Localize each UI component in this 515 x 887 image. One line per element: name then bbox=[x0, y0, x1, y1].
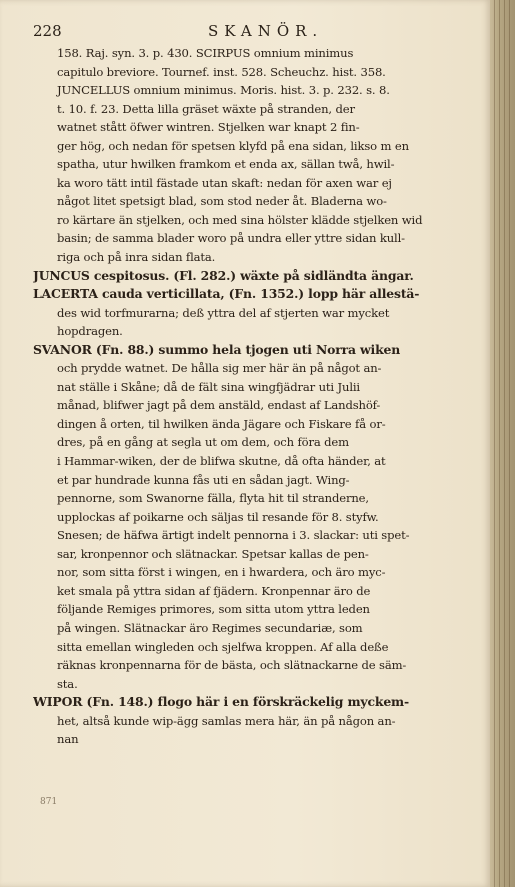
entry-heading-line: JUNCUS cespitosus. (Fl. 282.) wäxte på sidländta ängar. bbox=[33, 267, 414, 283]
page-edge bbox=[490, 0, 515, 887]
text-line: des wid torfmurarna; deß yttra del af stjerten war mycket bbox=[57, 305, 390, 320]
text-line: ket smala på yttra sidan af fjädern. Kronpennar äro de bbox=[57, 583, 371, 598]
running-head: SKANÖR. bbox=[208, 22, 324, 40]
text-line: capitulo breviore. Tournef. inst. 528. Scheuchz. hist. 358. bbox=[57, 64, 386, 79]
text-line: nor, som sitta först i wingen, en i hwardera, och äro myc- bbox=[57, 565, 386, 580]
entry-heading-line: LACERTA cauda verticillata, (Fn. 1352.) lopp här allestä- bbox=[33, 286, 420, 302]
text-line: riga och på inra sidan flata. bbox=[57, 250, 216, 265]
text-line: 158. Raj. syn. 3. p. 430. SCIRPUS omnium minimus bbox=[57, 46, 354, 60]
body-text bbox=[33, 44, 485, 749]
text-line: t. 10. f. 23. Detta lilla gräset wäxte på stranden, der bbox=[57, 101, 355, 116]
text-line: räknas kronpennarna för de bästa, och slätnackarne de säm- bbox=[57, 658, 407, 673]
footer-mark: 871 bbox=[40, 797, 58, 807]
text-line: dres, på en gång at segla ut om dem, och föra dem bbox=[57, 435, 349, 450]
page-header bbox=[33, 22, 485, 46]
entry-heading-line: SVANOR (Fn. 88.) summo hela tjogen uti Norra wiken bbox=[33, 341, 401, 357]
text-line: et par hundrade kunna fås uti en sådan jagt. Wing- bbox=[57, 472, 350, 487]
text-line: följande Remiges primores, som sitta utom yttra leden bbox=[57, 602, 370, 617]
text-line: ka woro tätt intil fästade utan skaft: nedan för axen war ej bbox=[57, 175, 392, 190]
page-number: 228 bbox=[33, 22, 62, 40]
text-line: dingen å orten, til hwilken ända Jägare och Fiskare få or- bbox=[57, 416, 386, 431]
text-line: sitta emellan wingleden och sjelfwa kroppen. Af alla deße bbox=[57, 639, 389, 654]
text-line: pennorne, som Swanorne fälla, flyta hit til stranderne, bbox=[57, 491, 369, 506]
text-line: basin; de samma blader woro på undra eller yttre sidan kull- bbox=[57, 231, 405, 246]
text-line: ro kärtare än stjelken, och med sina hölster klädde stjelken wid bbox=[57, 212, 423, 227]
entry-heading-line: WIPOR (Fn. 148.) flogo här i en förskräckelig myckem- bbox=[33, 694, 410, 710]
text-line: watnet stått öfwer wintren. Stjelken war knapt 2 fin- bbox=[57, 120, 360, 135]
text-line: hopdragen. bbox=[57, 324, 123, 339]
text-line: upplockas af poikarne och säljas til resande för 8. styfw. bbox=[57, 509, 379, 524]
text-line: nan bbox=[57, 732, 79, 747]
text-line: och prydde watnet. De hålla sig mer här än på något an- bbox=[57, 361, 382, 376]
text-line: på wingen. Slätnackar äro Regimes secundariæ, som bbox=[57, 620, 363, 635]
text-line: månad, blifwer jagt på dem anstäld, endast af Landshöf- bbox=[57, 398, 381, 413]
text-line: spatha, utur hwilken framkom et enda ax, sällan twå, hwil- bbox=[57, 157, 395, 172]
text-line: något litet spetsigt blad, som stod neder åt. Bladerna wo- bbox=[57, 194, 387, 209]
text-line: het, altså kunde wip-ägg samlas mera här, än på någon an- bbox=[57, 713, 396, 728]
text-line: sar, kronpennor och slätnackar. Spetsar kallas de pen- bbox=[57, 546, 369, 561]
text-line: sta. bbox=[57, 676, 78, 691]
text-line: Snesen; de häfwa ärtigt indelt pennorna i 3. slackar: uti spet- bbox=[57, 528, 410, 543]
text-line: nat ställe i Skåne; då de fält sina wingfjädrar uti Julii bbox=[57, 379, 360, 394]
text-line: JUNCELLUS omnium minimus. Moris. hist. 3. p. 232. s. 8. bbox=[57, 83, 390, 98]
text-line: ger hög, och nedan för spetsen klyfd på ena sidan, likso m en bbox=[57, 138, 409, 153]
text-line: i Hammar-wiken, der de blifwa skutne, då ofta händer, at bbox=[57, 454, 386, 469]
